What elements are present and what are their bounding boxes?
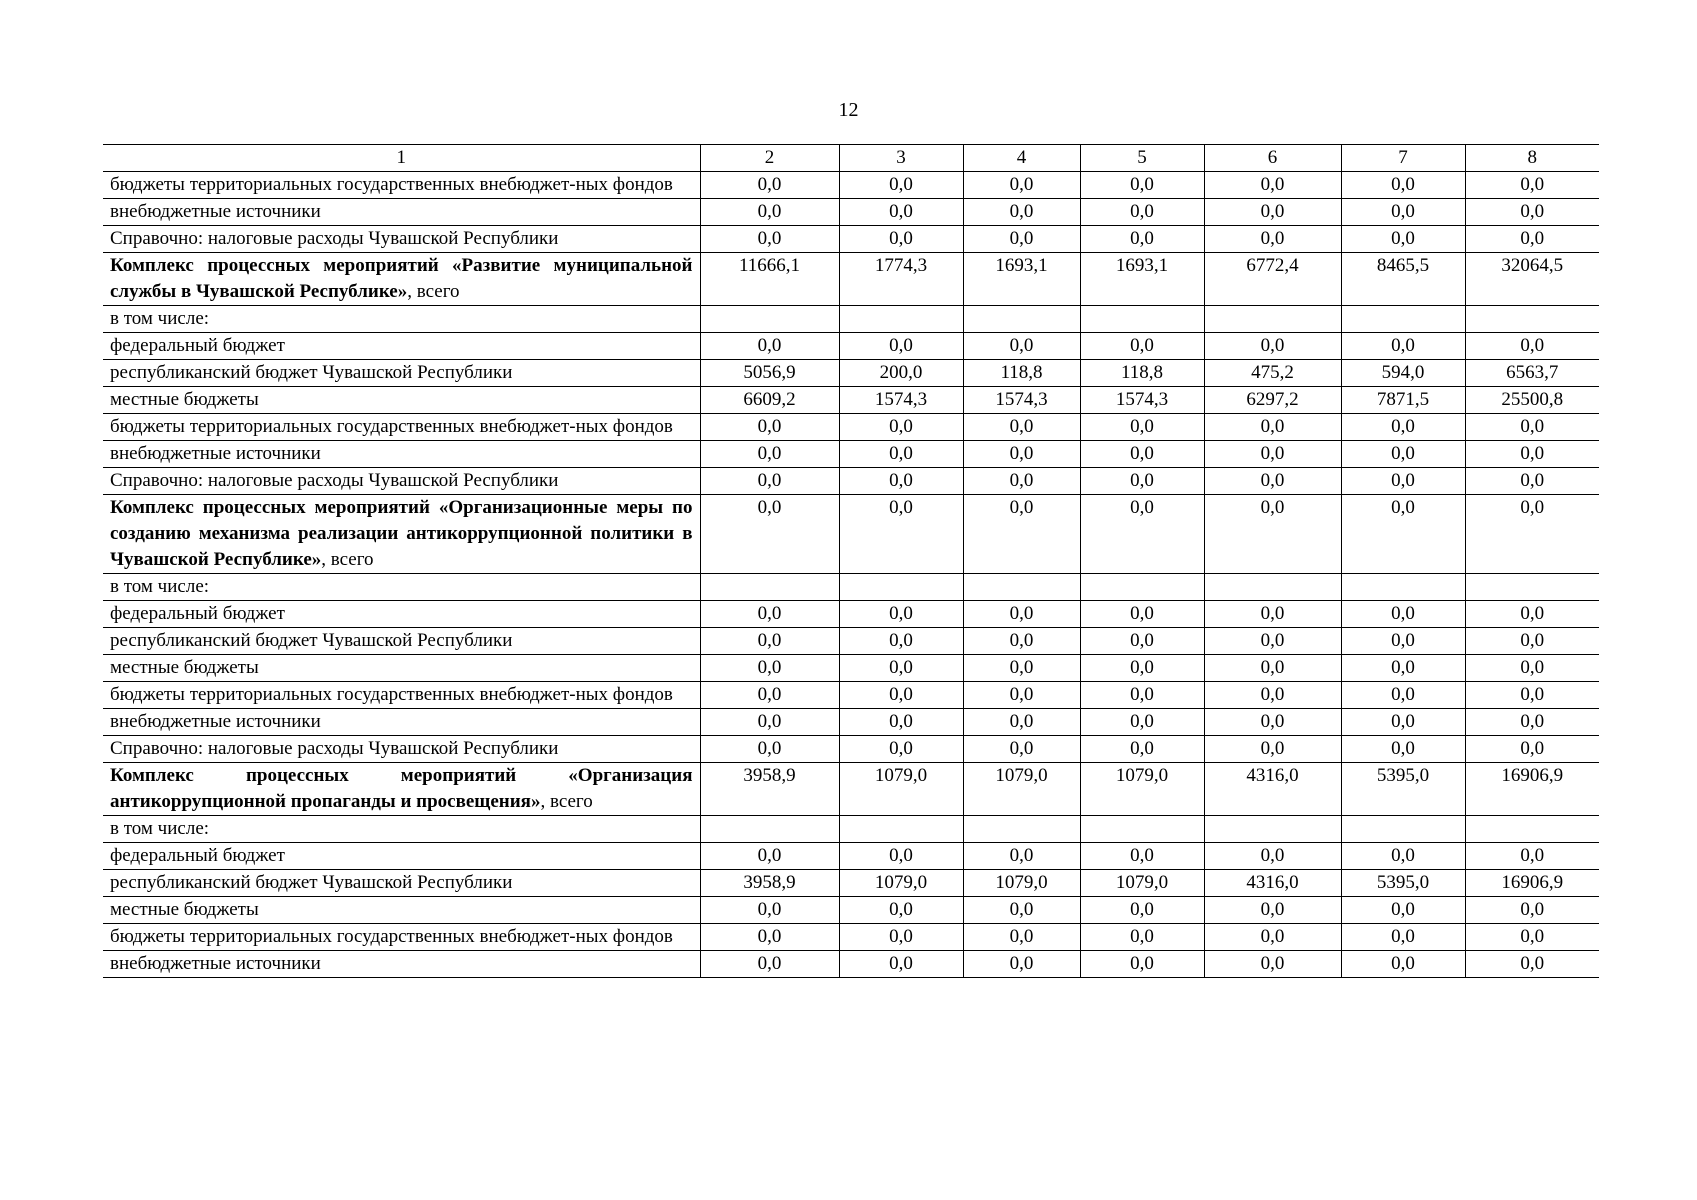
value-cell [1465, 816, 1599, 843]
row-label: внебюджетные источники [103, 199, 700, 226]
value-cell: 7871,5 [1341, 387, 1465, 414]
table-row [103, 736, 1599, 763]
value-cell: 0,0 [1080, 628, 1204, 655]
row-label: республиканский бюджет Чувашской Республики [103, 360, 700, 387]
value-cell: 0,0 [1204, 951, 1341, 978]
value-cell: 6563,7 [1465, 360, 1599, 387]
value-cell: 0,0 [700, 601, 839, 628]
value-cell: 0,0 [1204, 172, 1341, 199]
value-cell: 0,0 [700, 628, 839, 655]
value-cell: 0,0 [1341, 333, 1465, 360]
value-cell: 0,0 [700, 226, 839, 253]
value-cell: 0,0 [839, 628, 963, 655]
value-cell: 0,0 [700, 924, 839, 951]
value-cell: 0,0 [700, 897, 839, 924]
value-cell: 8465,5 [1341, 253, 1465, 306]
value-cell: 0,0 [963, 736, 1080, 763]
value-cell: 0,0 [839, 655, 963, 682]
row-label: местные бюджеты [103, 897, 700, 924]
row-label: Справочно: налоговые расходы Чувашской Республики [103, 736, 700, 763]
value-cell: 0,0 [1341, 843, 1465, 870]
value-cell: 0,0 [1465, 951, 1599, 978]
value-cell [963, 306, 1080, 333]
value-cell: 0,0 [963, 172, 1080, 199]
value-cell [700, 306, 839, 333]
value-cell: 0,0 [839, 333, 963, 360]
header-cell: 6 [1204, 145, 1341, 172]
row-label: бюджеты территориальных государственных внебюджет-ных фондов [103, 682, 700, 709]
value-cell: 4316,0 [1204, 763, 1341, 816]
row-label: в том числе: [103, 816, 700, 843]
value-cell: 0,0 [839, 199, 963, 226]
value-cell: 0,0 [1341, 172, 1465, 199]
table-row [103, 924, 1599, 951]
table-row [103, 199, 1599, 226]
value-cell: 1574,3 [839, 387, 963, 414]
value-cell: 0,0 [1080, 951, 1204, 978]
value-cell: 0,0 [1465, 601, 1599, 628]
row-label: в том числе: [103, 306, 700, 333]
value-cell: 475,2 [1204, 360, 1341, 387]
value-cell: 0,0 [963, 495, 1080, 574]
value-cell: 0,0 [1341, 951, 1465, 978]
value-cell [1465, 574, 1599, 601]
value-cell [1341, 574, 1465, 601]
table-row [103, 172, 1599, 199]
header-cell: 4 [963, 145, 1080, 172]
value-cell [1080, 306, 1204, 333]
row-label: республиканский бюджет Чувашской Республики [103, 870, 700, 897]
row-label: местные бюджеты [103, 655, 700, 682]
value-cell: 0,0 [1204, 601, 1341, 628]
value-cell: 0,0 [700, 414, 839, 441]
value-cell: 0,0 [700, 843, 839, 870]
value-cell: 0,0 [1204, 628, 1341, 655]
value-cell: 0,0 [700, 682, 839, 709]
value-cell: 0,0 [1465, 441, 1599, 468]
table-row [103, 951, 1599, 978]
value-cell: 0,0 [963, 601, 1080, 628]
table-body [103, 172, 1599, 978]
value-cell: 0,0 [1465, 897, 1599, 924]
value-cell [963, 816, 1080, 843]
value-cell: 0,0 [1204, 414, 1341, 441]
table-row [103, 441, 1599, 468]
value-cell: 5395,0 [1341, 870, 1465, 897]
value-cell: 6772,4 [1204, 253, 1341, 306]
value-cell: 0,0 [1341, 199, 1465, 226]
table-row [103, 360, 1599, 387]
table-row [103, 306, 1599, 333]
value-cell: 0,0 [1204, 682, 1341, 709]
value-cell: 16906,9 [1465, 763, 1599, 816]
value-cell: 0,0 [963, 333, 1080, 360]
row-label: федеральный бюджет [103, 843, 700, 870]
value-cell: 0,0 [1080, 199, 1204, 226]
value-cell: 0,0 [839, 736, 963, 763]
value-cell: 0,0 [1341, 414, 1465, 441]
value-cell: 0,0 [1080, 333, 1204, 360]
value-cell: 0,0 [1204, 199, 1341, 226]
value-cell: 0,0 [1341, 924, 1465, 951]
value-cell [700, 816, 839, 843]
value-cell: 0,0 [1080, 655, 1204, 682]
table-row [103, 816, 1599, 843]
value-cell [1204, 306, 1341, 333]
value-cell: 0,0 [1080, 924, 1204, 951]
value-cell: 0,0 [963, 468, 1080, 495]
value-cell: 0,0 [839, 441, 963, 468]
value-cell: 0,0 [1080, 441, 1204, 468]
value-cell: 3958,9 [700, 870, 839, 897]
value-cell: 0,0 [1204, 709, 1341, 736]
table-row [103, 226, 1599, 253]
value-cell: 118,8 [1080, 360, 1204, 387]
value-cell: 0,0 [700, 441, 839, 468]
header-cell: 7 [1341, 145, 1465, 172]
value-cell: 0,0 [1465, 468, 1599, 495]
value-cell: 11666,1 [700, 253, 839, 306]
value-cell: 0,0 [839, 924, 963, 951]
value-cell: 0,0 [839, 682, 963, 709]
table-row [103, 655, 1599, 682]
value-cell [700, 574, 839, 601]
row-label: внебюджетные источники [103, 441, 700, 468]
budget-table [103, 144, 1599, 978]
row-label-suffix: , всего [321, 549, 374, 570]
value-cell: 0,0 [700, 199, 839, 226]
value-cell: 0,0 [1204, 333, 1341, 360]
value-cell: 6609,2 [700, 387, 839, 414]
value-cell: 0,0 [1204, 495, 1341, 574]
row-label-suffix: , всего [407, 281, 460, 302]
value-cell: 0,0 [1204, 897, 1341, 924]
value-cell: 0,0 [1080, 495, 1204, 574]
value-cell: 0,0 [1465, 709, 1599, 736]
value-cell: 0,0 [839, 495, 963, 574]
value-cell: 0,0 [963, 709, 1080, 736]
header-cell: 1 [103, 145, 700, 172]
value-cell: 0,0 [1465, 414, 1599, 441]
value-cell: 1079,0 [1080, 870, 1204, 897]
value-cell: 0,0 [963, 951, 1080, 978]
value-cell: 0,0 [1204, 736, 1341, 763]
value-cell [1341, 816, 1465, 843]
value-cell: 0,0 [963, 414, 1080, 441]
value-cell [1204, 816, 1341, 843]
value-cell: 1079,0 [839, 870, 963, 897]
value-cell: 0,0 [1080, 682, 1204, 709]
value-cell: 0,0 [700, 468, 839, 495]
value-cell: 0,0 [839, 951, 963, 978]
value-cell: 0,0 [700, 709, 839, 736]
value-cell [1341, 306, 1465, 333]
value-cell: 0,0 [1341, 655, 1465, 682]
table-row [103, 682, 1599, 709]
value-cell: 0,0 [1465, 736, 1599, 763]
row-label: федеральный бюджет [103, 333, 700, 360]
value-cell: 0,0 [700, 951, 839, 978]
value-cell: 1079,0 [963, 763, 1080, 816]
value-cell: 5395,0 [1341, 763, 1465, 816]
value-cell: 0,0 [1465, 226, 1599, 253]
page-number: 12 [838, 99, 859, 121]
value-cell: 0,0 [1080, 601, 1204, 628]
value-cell [1465, 306, 1599, 333]
value-cell: 118,8 [963, 360, 1080, 387]
value-cell: 0,0 [1465, 495, 1599, 574]
value-cell: 0,0 [963, 843, 1080, 870]
value-cell: 0,0 [1341, 628, 1465, 655]
value-cell [1204, 574, 1341, 601]
value-cell: 1079,0 [839, 763, 963, 816]
row-label: в том числе: [103, 574, 700, 601]
value-cell: 0,0 [1080, 736, 1204, 763]
table-row [103, 843, 1599, 870]
row-label: республиканский бюджет Чувашской Республики [103, 628, 700, 655]
value-cell: 4316,0 [1204, 870, 1341, 897]
value-cell: 0,0 [700, 172, 839, 199]
row-label [103, 495, 700, 574]
value-cell: 0,0 [1341, 495, 1465, 574]
value-cell: 0,0 [963, 226, 1080, 253]
table-row [103, 574, 1599, 601]
value-cell: 6297,2 [1204, 387, 1341, 414]
value-cell: 0,0 [1080, 226, 1204, 253]
value-cell: 0,0 [1341, 682, 1465, 709]
header-cell: 3 [839, 145, 963, 172]
value-cell: 1574,3 [1080, 387, 1204, 414]
value-cell: 1079,0 [1080, 763, 1204, 816]
value-cell: 0,0 [1204, 655, 1341, 682]
value-cell: 0,0 [1204, 924, 1341, 951]
value-cell: 0,0 [1341, 897, 1465, 924]
value-cell: 0,0 [839, 897, 963, 924]
value-cell: 0,0 [1465, 628, 1599, 655]
value-cell: 1079,0 [963, 870, 1080, 897]
table-row [103, 601, 1599, 628]
value-cell: 0,0 [963, 682, 1080, 709]
value-cell: 0,0 [839, 468, 963, 495]
value-cell: 0,0 [839, 601, 963, 628]
value-cell: 0,0 [1080, 468, 1204, 495]
header-row [103, 145, 1599, 172]
value-cell: 0,0 [839, 843, 963, 870]
value-cell: 0,0 [1465, 924, 1599, 951]
value-cell: 0,0 [700, 655, 839, 682]
value-cell: 0,0 [963, 924, 1080, 951]
table-row [103, 870, 1599, 897]
value-cell: 25500,8 [1465, 387, 1599, 414]
value-cell: 0,0 [1204, 226, 1341, 253]
table-row [103, 628, 1599, 655]
row-label: бюджеты территориальных государственных внебюджет-ных фондов [103, 172, 700, 199]
value-cell: 0,0 [963, 628, 1080, 655]
value-cell: 0,0 [1204, 843, 1341, 870]
table-row [103, 253, 1599, 306]
value-cell: 3958,9 [700, 763, 839, 816]
value-cell: 0,0 [1465, 843, 1599, 870]
value-cell: 0,0 [1341, 468, 1465, 495]
row-label: внебюджетные источники [103, 709, 700, 736]
value-cell: 0,0 [1341, 601, 1465, 628]
value-cell: 0,0 [963, 199, 1080, 226]
row-label: местные бюджеты [103, 387, 700, 414]
value-cell: 0,0 [1204, 468, 1341, 495]
value-cell: 0,0 [963, 441, 1080, 468]
value-cell: 0,0 [700, 333, 839, 360]
row-label-bold: Комплекс процессных мероприятий «Организационные меры по созданию механизма реализации антикоррупционной политики в Чувашской Республике» [110, 497, 693, 570]
value-cell [839, 306, 963, 333]
value-cell: 0,0 [839, 709, 963, 736]
value-cell: 594,0 [1341, 360, 1465, 387]
value-cell: 0,0 [1204, 441, 1341, 468]
row-label: бюджеты территориальных государственных внебюджет-ных фондов [103, 924, 700, 951]
value-cell [1080, 816, 1204, 843]
value-cell: 0,0 [963, 655, 1080, 682]
value-cell: 0,0 [700, 736, 839, 763]
row-label [103, 763, 700, 816]
table-row [103, 387, 1599, 414]
value-cell: 0,0 [1080, 414, 1204, 441]
value-cell: 0,0 [1080, 172, 1204, 199]
value-cell [963, 574, 1080, 601]
value-cell: 5056,9 [700, 360, 839, 387]
value-cell [839, 816, 963, 843]
value-cell: 0,0 [700, 495, 839, 574]
row-label-bold: Комплекс процессных мероприятий «Развитие муниципальной службы в Чувашской Республике» [110, 255, 693, 302]
value-cell: 1693,1 [963, 253, 1080, 306]
table-row [103, 709, 1599, 736]
value-cell: 1774,3 [839, 253, 963, 306]
row-label-bold: Комплекс процессных мероприятий «Организация антикоррупционной пропаганды и просвещения» [110, 765, 693, 812]
value-cell: 16906,9 [1465, 870, 1599, 897]
table-row [103, 763, 1599, 816]
table-row [103, 333, 1599, 360]
value-cell [839, 574, 963, 601]
value-cell: 200,0 [839, 360, 963, 387]
value-cell: 1574,3 [963, 387, 1080, 414]
value-cell: 0,0 [839, 226, 963, 253]
row-label: Справочно: налоговые расходы Чувашской Республики [103, 468, 700, 495]
value-cell: 0,0 [1465, 199, 1599, 226]
table-row [103, 897, 1599, 924]
value-cell: 0,0 [1465, 333, 1599, 360]
value-cell: 0,0 [1080, 897, 1204, 924]
row-label: федеральный бюджет [103, 601, 700, 628]
value-cell: 0,0 [1080, 709, 1204, 736]
table-row [103, 414, 1599, 441]
row-label: внебюджетные источники [103, 951, 700, 978]
value-cell: 0,0 [1341, 736, 1465, 763]
row-label-suffix: , всего [540, 791, 593, 812]
row-label: бюджеты территориальных государственных внебюджет-ных фондов [103, 414, 700, 441]
value-cell [1080, 574, 1204, 601]
header-cell: 5 [1080, 145, 1204, 172]
header-cell: 2 [700, 145, 839, 172]
row-label: Справочно: налоговые расходы Чувашской Республики [103, 226, 700, 253]
value-cell: 0,0 [1341, 709, 1465, 736]
value-cell: 0,0 [1465, 682, 1599, 709]
table-row [103, 468, 1599, 495]
value-cell: 1693,1 [1080, 253, 1204, 306]
value-cell: 0,0 [1465, 655, 1599, 682]
value-cell: 0,0 [839, 414, 963, 441]
row-label [103, 253, 700, 306]
value-cell: 0,0 [1341, 226, 1465, 253]
table-row [103, 495, 1599, 574]
value-cell: 0,0 [1465, 172, 1599, 199]
value-cell: 0,0 [839, 172, 963, 199]
value-cell: 0,0 [1080, 843, 1204, 870]
value-cell: 0,0 [1341, 441, 1465, 468]
header-cell: 8 [1465, 145, 1599, 172]
value-cell: 32064,5 [1465, 253, 1599, 306]
value-cell: 0,0 [963, 897, 1080, 924]
